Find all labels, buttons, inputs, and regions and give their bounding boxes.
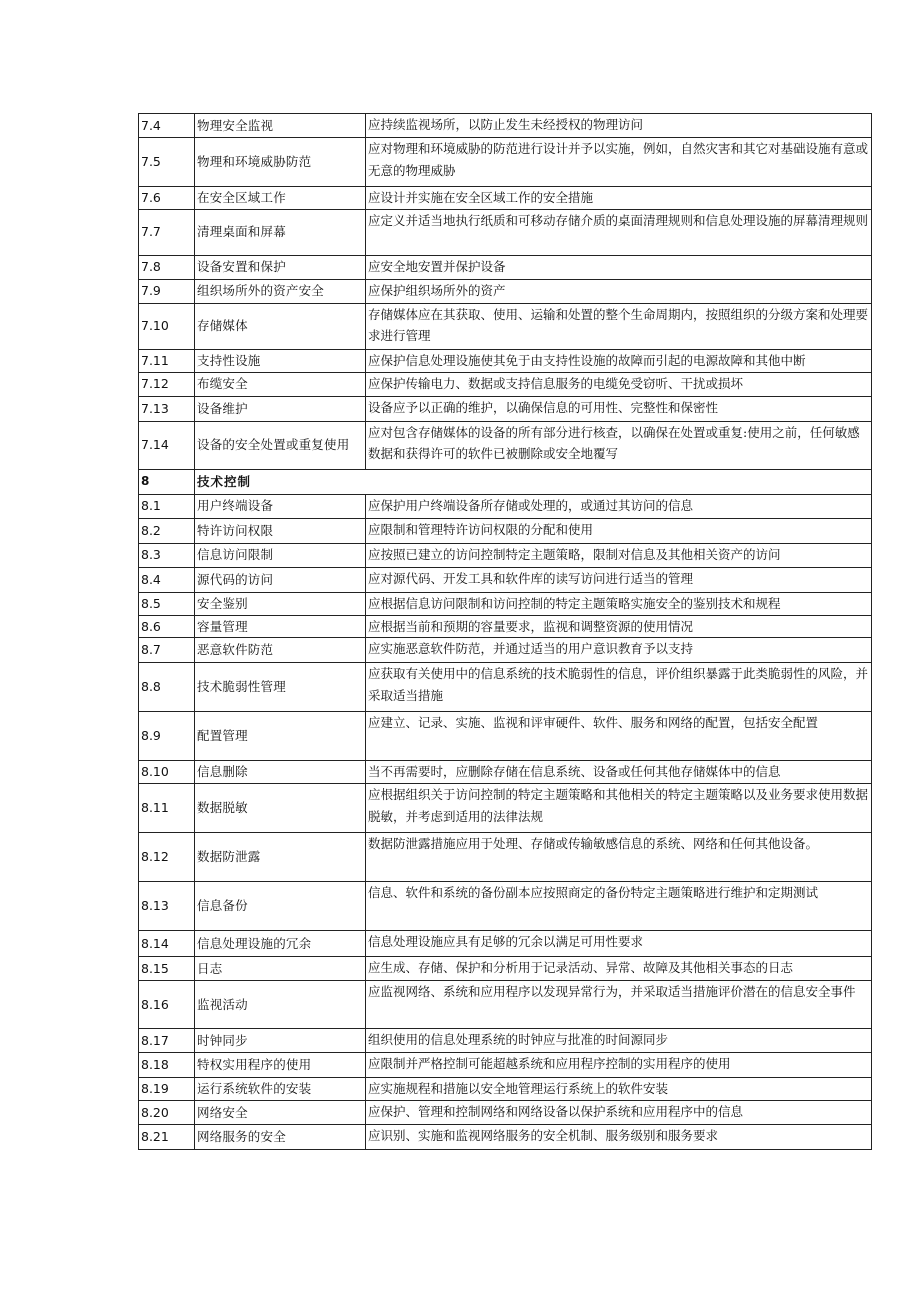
section-8-header	[139, 469, 872, 494]
control-number: 8.4	[139, 567, 195, 592]
control-description: 存储媒体应在其获取、使用、运输和处置的整个生命周期内，按照组织的分级方案和处理要求进行管理	[366, 303, 872, 349]
section-row	[139, 469, 872, 494]
control-description: 应对源代码、开发工具和软件库的读写访问进行适当的管理	[366, 567, 872, 592]
table-row	[139, 882, 872, 931]
control-description: 应保护、管理和控制网络和网络设备以保护系统和应用程序中的信息	[366, 1101, 872, 1125]
control-number: 7.4	[139, 114, 195, 138]
control-name: 设备维护	[195, 396, 366, 421]
control-description: 应保护信息处理设施使其免于由支持性设施的故障而引起的电源故障和其他中断	[366, 349, 872, 372]
control-name: 用户终端设备	[195, 494, 366, 518]
control-description: 信息、软件和系统的备份副本应按照商定的备份特定主题策略进行维护和定期测试	[366, 882, 872, 931]
control-name: 源代码的访问	[195, 567, 366, 592]
control-description: 应实施恶意软件防范，并通过适当的用户意识教育予以支持	[366, 638, 872, 663]
table-row	[139, 209, 872, 255]
control-number: 7.6	[139, 187, 195, 210]
control-description: 应根据信息访问限制和访问控制的特定主题策略实施安全的鉴别技术和规程	[366, 592, 872, 615]
table-row	[139, 981, 872, 1029]
control-number: 7.7	[139, 209, 195, 255]
section-number: 8	[139, 469, 195, 494]
table-row	[139, 494, 872, 518]
control-number: 8.13	[139, 882, 195, 931]
table-row	[139, 784, 872, 833]
table-row	[139, 543, 872, 567]
control-description: 应安全地安置并保护设备	[366, 255, 872, 279]
control-name: 容量管理	[195, 615, 366, 638]
table-row	[139, 712, 872, 761]
control-name: 存储媒体	[195, 303, 366, 349]
control-number: 8.3	[139, 543, 195, 567]
control-number: 7.13	[139, 396, 195, 421]
control-description: 应对物理和环境威胁的防范进行设计并予以实施，例如，自然灾害和其它对基础设施有意或无意的物理威胁	[366, 138, 872, 187]
control-number: 8.7	[139, 638, 195, 663]
control-name: 信息处理设施的冗余	[195, 931, 366, 957]
control-name: 信息删除	[195, 761, 366, 784]
control-number: 8.20	[139, 1101, 195, 1125]
table-row	[139, 138, 872, 187]
control-number: 8.14	[139, 931, 195, 957]
control-description: 应根据组织关于访问控制的特定主题策略和其他相关的特定主题策略以及业务要求使用数据脱敏，并考虑到适用的法律法规	[366, 784, 872, 833]
control-description: 应定义并适当地执行纸质和可移动存储介质的桌面清理规则和信息处理设施的屏幕清理规则	[366, 209, 872, 255]
control-number: 7.8	[139, 255, 195, 279]
control-name: 技术脆弱性管理	[195, 663, 366, 712]
table-row	[139, 187, 872, 210]
control-number: 8.15	[139, 957, 195, 981]
control-description: 应监视网络、系统和应用程序以发现异常行为，并采取适当措施评价潜在的信息安全事件	[366, 981, 872, 1029]
control-number: 8.16	[139, 981, 195, 1029]
table-row	[139, 1125, 872, 1150]
section-8-rows	[139, 494, 872, 1150]
control-description: 应识别、实施和监视网络服务的安全机制、服务级别和服务要求	[366, 1125, 872, 1150]
table-row	[139, 833, 872, 882]
control-name: 物理和环境威胁防范	[195, 138, 366, 187]
table-row	[139, 114, 872, 138]
table-row	[139, 931, 872, 957]
control-description: 应保护用户终端设备所存储或处理的，或通过其访问的信息	[366, 494, 872, 518]
control-description: 应根据当前和预期的容量要求，监视和调整资源的使用情况	[366, 615, 872, 638]
control-description: 当不再需要时，应删除存储在信息系统、设备或任何其他存储媒体中的信息	[366, 761, 872, 784]
section-title: 技术控制	[195, 469, 872, 494]
control-number: 8.17	[139, 1029, 195, 1053]
table-row	[139, 303, 872, 349]
control-number: 8.11	[139, 784, 195, 833]
table-row	[139, 349, 872, 372]
control-description: 应获取有关使用中的信息系统的技术脆弱性的信息，评价组织暴露于此类脆弱性的风险，并采取适当措施	[366, 663, 872, 712]
control-name: 日志	[195, 957, 366, 981]
control-number: 7.5	[139, 138, 195, 187]
control-number: 8.9	[139, 712, 195, 761]
control-description: 应建立、记录、实施、监视和评审硬件、软件、服务和网络的配置，包括安全配置	[366, 712, 872, 761]
control-name: 物理安全监视	[195, 114, 366, 138]
control-description: 组织使用的信息处理系统的时钟应与批准的时间源同步	[366, 1029, 872, 1053]
control-name: 设备安置和保护	[195, 255, 366, 279]
controls-table	[138, 113, 872, 1150]
control-number: 8.1	[139, 494, 195, 518]
control-description: 应对包含存储媒体的设备的所有部分进行核查，以确保在处置或重复:使用之前，任何敏感数据和获得许可的软件已被删除或安全地覆写	[366, 421, 872, 469]
control-number: 8.19	[139, 1078, 195, 1101]
control-name: 监视活动	[195, 981, 366, 1029]
table-row	[139, 615, 872, 638]
control-number: 8.21	[139, 1125, 195, 1150]
control-description: 应实施规程和措施以安全地管理运行系统上的软件安装	[366, 1078, 872, 1101]
control-description: 应限制和管理特许访问权限的分配和使用	[366, 518, 872, 543]
table-row	[139, 592, 872, 615]
control-number: 7.12	[139, 372, 195, 396]
control-number: 8.8	[139, 663, 195, 712]
control-number: 7.10	[139, 303, 195, 349]
table-row	[139, 1101, 872, 1125]
table-row	[139, 421, 872, 469]
control-name: 支持性设施	[195, 349, 366, 372]
control-name: 恶意软件防范	[195, 638, 366, 663]
control-number: 8.10	[139, 761, 195, 784]
control-number: 8.2	[139, 518, 195, 543]
control-name: 布缆安全	[195, 372, 366, 396]
control-name: 运行系统软件的安装	[195, 1078, 366, 1101]
table-row	[139, 663, 872, 712]
control-name: 网络服务的安全	[195, 1125, 366, 1150]
control-name: 特许访问权限	[195, 518, 366, 543]
table-row	[139, 255, 872, 279]
control-description: 应限制并严格控制可能超越系统和应用程序控制的实用程序的使用	[366, 1053, 872, 1078]
control-description: 数据防泄露措施应用于处理、存储或传输敏感信息的系统、网络和任何其他设备。	[366, 833, 872, 882]
table-row	[139, 957, 872, 981]
control-name: 在安全区域工作	[195, 187, 366, 210]
control-number: 8.6	[139, 615, 195, 638]
table-row	[139, 518, 872, 543]
control-name: 清理桌面和屏幕	[195, 209, 366, 255]
control-name: 配置管理	[195, 712, 366, 761]
control-name: 安全鉴别	[195, 592, 366, 615]
control-description: 设备应予以正确的维护，以确保信息的可用性、完整性和保密性	[366, 396, 872, 421]
control-number: 7.11	[139, 349, 195, 372]
control-number: 8.5	[139, 592, 195, 615]
control-description: 应持续监视场所，以防止发生未经授权的物理访问	[366, 114, 872, 138]
control-name: 数据脱敏	[195, 784, 366, 833]
section-7-rows	[139, 114, 872, 470]
control-name: 时钟同步	[195, 1029, 366, 1053]
control-name: 特权实用程序的使用	[195, 1053, 366, 1078]
control-name: 信息备份	[195, 882, 366, 931]
control-description: 应设计并实施在安全区域工作的安全措施	[366, 187, 872, 210]
table-row	[139, 1029, 872, 1053]
control-description: 信息处理设施应具有足够的冗余以满足可用性要求	[366, 931, 872, 957]
table-row	[139, 279, 872, 303]
table-row	[139, 761, 872, 784]
control-description: 应按照已建立的访问控制特定主题策略，限制对信息及其他相关资产的访问	[366, 543, 872, 567]
control-name: 数据防泄露	[195, 833, 366, 882]
control-name: 信息访问限制	[195, 543, 366, 567]
control-number: 8.18	[139, 1053, 195, 1078]
table-row	[139, 1078, 872, 1101]
control-description: 应保护组织场所外的资产	[366, 279, 872, 303]
control-number: 7.9	[139, 279, 195, 303]
table-row	[139, 567, 872, 592]
control-description: 应生成、存储、保护和分析用于记录活动、异常、故障及其他相关事态的日志	[366, 957, 872, 981]
control-number: 7.14	[139, 421, 195, 469]
table-row	[139, 396, 872, 421]
table-row	[139, 638, 872, 663]
control-name: 组织场所外的资产安全	[195, 279, 366, 303]
control-number: 8.12	[139, 833, 195, 882]
table-row	[139, 1053, 872, 1078]
control-description: 应保护传输电力、数据或支持信息服务的电缆免受窃听、干扰或损坏	[366, 372, 872, 396]
control-name: 网络安全	[195, 1101, 366, 1125]
table-row	[139, 372, 872, 396]
control-name: 设备的安全处置或重复使用	[195, 421, 366, 469]
